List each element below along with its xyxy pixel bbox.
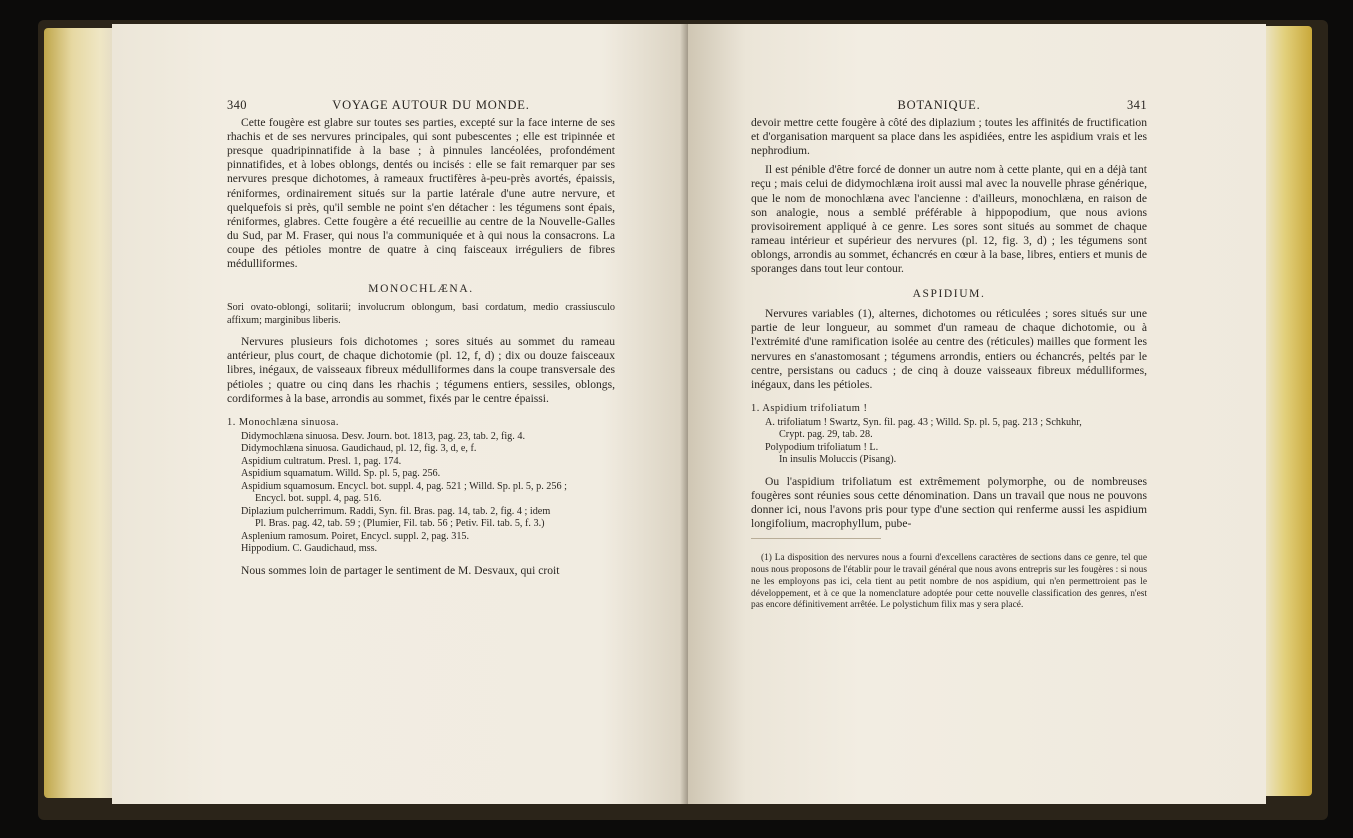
- synonym-line: Asplenium ramosum. Poiret, Encycl. suppl. 2, pag. 315.: [241, 530, 470, 542]
- paragraph: devoir mettre cette fougère à côté des diplazium ; toutes les affinités de fructification et d'organisation marquent sa place dans les aspidiées, entre les aspidium vrais et les nephrodium.: [751, 116, 1147, 158]
- synonym-list: [227, 431, 615, 556]
- section-title: MONOCHLÆNA.: [368, 283, 474, 296]
- paragraph: Il est pénible d'être forcé de donner un autre nom à cette plante, qui en a déjà tant reçu ; mais celui de didymochlæna iroit aussi mal avec la nouvelle phrase générique, que le nom de monochlæna avec l'ancienne : d'ailleurs, monochlæna, en raison de son analogie, nous a semblé préférable à hippopodium, que nous avions provisoirement appliqué à ce genre. Les sores sont situés au sommet de chaque rameau intérieur et supérieur des nervures (pl. 12, fig. 3, d) ; les tégumens sont oblongs, arrondis au sommet, échancrés en cœur à la base, libres, entiers et munis de sporanges dans tout leur contour.: [751, 163, 1147, 276]
- paragraph: Nervures variables (1), alternes, dichotomes ou réticulées ; sores situés sur une partie de leur longueur, au sommet d'un rameau de chaque dichotomie, ou à l'extrémité d'une ramification isolée au centre des (réticules) mailles que forment les nervures en s'anastomosant ; tégumens arrondis, entiers ou échancrés, peltés par le centre, persistans ou caducs ; de cinq à douze vaisseaux fibreux médulliformes, inégaux, dans les pétioles.: [751, 307, 1147, 391]
- synonym-line: Crypt. pag. 29, tab. 28.: [779, 429, 873, 441]
- synonym-line: In insulis Moluccis (Pisang).: [779, 454, 897, 466]
- species-entry-title: 1. Monochlæna sinuosa.: [227, 416, 340, 428]
- left-page: [112, 24, 688, 804]
- synonym-line: Didymochlæna sinuosa. Gaudichaud, pl. 12, fig. 3, d, e, f.: [241, 443, 477, 455]
- page-edges-right: [1262, 26, 1312, 796]
- page-number: 341: [1127, 98, 1147, 112]
- synonym-line: Aspidium squamosum. Encycl. bot. suppl. 4, pag. 521 ; Willd. Sp. pl. 5, p. 256 ;: [241, 480, 567, 492]
- right-page-content: [751, 98, 1147, 612]
- synonym-line: A. trifoliatum ! Swartz, Syn. fil. pag. 43 ; Willd. Sp. pl. 5, pag. 213 ; Schkuhr,: [765, 416, 1082, 428]
- running-title: VOYAGE AUTOUR DU MONDE.: [332, 98, 530, 112]
- left-page-content: [227, 98, 615, 578]
- right-running-header: [751, 98, 1147, 112]
- synonym-line: Pl. Bras. pag. 42, tab. 59 ; (Plumier, Fil. tab. 56 ; Petiv. Fil. tab. 5, f. 3.): [255, 518, 545, 530]
- synonym-line: Didymochlæna sinuosa. Desv. Journ. bot. 1813, pag. 23, tab. 2, fig. 4.: [241, 430, 525, 442]
- footnote-divider: [751, 538, 881, 539]
- right-page: [688, 24, 1266, 804]
- page-number: 340: [227, 98, 247, 112]
- synonym-line: Hippodium. C. Gaudichaud, mss.: [241, 543, 378, 555]
- paragraph: Nervures plusieurs fois dichotomes ; sores situés au sommet du rameau antérieur, plus court, de chaque dichotomie (pl. 12, f, d) ; dix ou douze faisceaux libres, inégaux, de vaisseaux fibreux médulliformes dans la coupe transversale des pétioles ; quatre ou cinq dans les rhachis ; tégumens entiers, sessiles, oblongs, cordiformes à la base, arrondis au sommet, fixés par le centre épaissi.: [227, 335, 615, 405]
- running-title: BOTANIQUE.: [897, 98, 981, 112]
- footnote: (1) La disposition des nervures nous a fourni d'excellens caractères de sections dans ce genre, tel que nous nous proposons de l'établir pour le travail général que nous avons entrepris sur les fougères : si nous ne les employons pas ici, cela tient au petit nombre de nos aspidium, qui n'en permettroient pas le développement, et à ce que la nomenclature adoptée pour cette nouvelle classification des genres, n'est pas encore définitivement arrêtée. Le polystichum filix mas y sera placé.: [751, 553, 1147, 611]
- synonym-line: Polypodium trifoliatum ! L.: [765, 441, 879, 453]
- latin-diagnosis: Sori ovato-oblongi, solitarii; involucrum oblongum, basi cordatum, medio crassiusculo affixum; marginibus liberis.: [227, 302, 615, 326]
- page-edges-left: [44, 28, 114, 798]
- paragraph: Cette fougère est glabre sur toutes ses parties, excepté sur la face interne de ses rhachis et de ses nervures principales, qui sont pubescentes ; elle est tripinnée et presque quadripinnatifide à la base ; à pinnules lancéolées, profondément pinnatifides, et à lobes oblongs, dentés ou incisés : elle se fait remarquer par ses nervures presque dichotomes, à rameaux fructifères à-peu-près avortés, épaissis, réniformes, ordinairement situés sur la partie latérale d'une autre nervure, et quelquefois si près, qu'il semble ne point s'en détacher : les tégumens sont épais, réniformes, glabres. Cette fougère a été recueillie au centre de la Nouvelle-Galles du Sud, par M. Fraser, qui nous l'a communiquée et à qui nous la consacrons. La coupe des pétioles montre de quatre à cinq faisceaux irréguliers de fibres médulliformes.: [227, 116, 615, 271]
- paragraph: Nous sommes loin de partager le sentiment de M. Desvaux, qui croit: [241, 563, 560, 577]
- synonym-line: Aspidium cultratum. Presl. 1, pag. 174.: [241, 455, 402, 467]
- left-running-header: [227, 98, 615, 112]
- synonym-line: Diplazium pulcherrimum. Raddi, Syn. fil. Bras. pag. 14, tab. 2, fig. 4 ; idem: [241, 505, 551, 517]
- species-entry-title: 1. Aspidium trifoliatum !: [751, 402, 868, 414]
- synonym-list: [751, 417, 1147, 467]
- section-title: ASPIDIUM.: [912, 288, 986, 301]
- synonym-line: Aspidium squamatum. Willd. Sp. pl. 5, pag. 256.: [241, 468, 441, 480]
- synonym-line: Encycl. bot. suppl. 4, pag. 516.: [255, 493, 382, 505]
- paragraph: Ou l'aspidium trifoliatum est extrêmement polymorphe, ou de nombreuses fougères sont réunies sous cette dénomination. Dans un travail que nous ne pouvons donner ici, nous l'avons pris pour type d'une section qui renferme aussi les aspidium longifolium, macrophyllum, pube-: [751, 474, 1147, 531]
